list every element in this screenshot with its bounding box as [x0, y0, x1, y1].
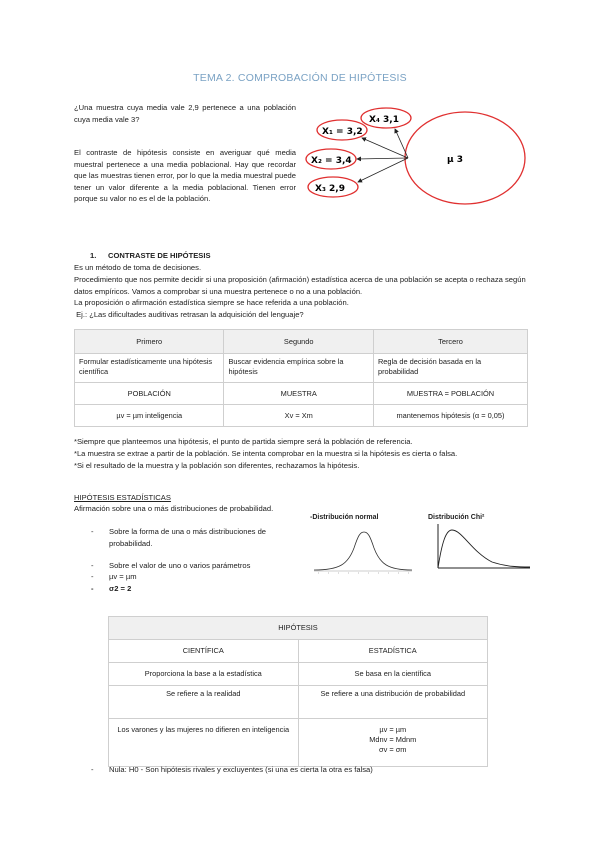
table-cell: Los varones y las mujeres no difieren en inteligencia — [109, 719, 299, 767]
hipotesis-heading: HIPÓTESIS ESTADÍSTICAS — [74, 493, 171, 502]
section-line: La proposición o afirmación estadística siempre se hace referida a una población. — [74, 298, 349, 308]
nula-text: Nula: H0 - Son hipótesis rivales y excluyentes (si una es cierta la otra es falsa) — [109, 765, 373, 774]
table-cell: Formular estadísticamente una hipótesis científica — [75, 354, 224, 383]
table-cell: MUESTRA — [224, 383, 373, 405]
sample-population-diagram — [300, 100, 530, 210]
notes — [74, 436, 534, 471]
arrow-4 — [395, 129, 408, 158]
arrow-3 — [358, 158, 408, 182]
arrow-2 — [357, 158, 408, 159]
table-title: HIPÓTESIS — [109, 617, 488, 640]
table-cell: POBLACIÓN — [75, 383, 224, 405]
table-cell: µv = µm Mdnv = Mdnm σv = σm — [298, 719, 488, 767]
sample-label-4: X₄ 3,1 — [369, 115, 399, 125]
section-heading: CONTRASTE DE HIPÓTESIS — [108, 251, 211, 260]
table-cell: MUESTRA = POBLACIÓN — [373, 383, 527, 405]
bullet-item: - Sobre el valor de uno o varios parámetros — [91, 560, 251, 570]
section-body — [74, 262, 530, 321]
table-header: ESTADÍSTICA — [298, 640, 488, 663]
table-cell: Se refiere a la realidad — [109, 686, 299, 719]
section-line: Ej.: ¿Las dificultades auditivas retrasan la adquisición del lenguaje? — [74, 310, 304, 320]
population-ellipse — [405, 112, 525, 204]
bullet-item: - Sobre la forma de una o más distribuciones de probabilidad. — [91, 527, 267, 548]
table-header: Segundo — [224, 330, 373, 354]
sample-label-2: X₂ = 3,4 — [311, 156, 352, 166]
nula-bullet: - Nula: H0 - Son hipótesis rivales y excluyentes (si una es cierta la otra es falsa) — [91, 765, 373, 774]
section-line: Es un método de toma de decisiones. — [74, 263, 202, 272]
intro-question: ¿Una muestra cuya media vale 2,9 pertenece a una población cuya media vale 3? — [74, 103, 296, 124]
chi-curve — [438, 530, 530, 568]
normal-distribution-chart — [310, 524, 414, 580]
chi-square-chart — [432, 522, 532, 572]
hipotesis-bullets — [91, 526, 301, 595]
page-title: TEMA 2. COMPROBACIÓN DE HIPÓTESIS — [193, 72, 407, 84]
steps-table — [74, 329, 528, 427]
section-number: 1. — [90, 251, 97, 260]
table-cell: Se basa en la científica — [298, 663, 488, 686]
hipotesis-definition: Afirmación sobre una o más distribuciones de probabilidad. — [74, 504, 274, 513]
table-cell: Xv = Xm — [224, 405, 373, 427]
table-cell: Proporciona la base a la estadística — [109, 663, 299, 686]
population-label: µ 3 — [447, 155, 464, 165]
note-line: *Si el resultado de la muestra y la población son diferentes, rechazamos la hipótesis. — [74, 460, 360, 470]
table-header: CIENTÍFICA — [109, 640, 299, 663]
note-line: *Siempre que planteemos una hipótesis, el punto de partida siempre será la población de referencia. — [74, 437, 413, 446]
table-header: Primero — [75, 330, 224, 354]
normal-chart-title: -Distribución normal — [310, 514, 379, 521]
table-cell: mantenemos hipótesis (α = 0,05) — [373, 405, 527, 427]
section-line: Procedimiento que nos permite decidir si una proposición (afirmación) estadística acerca de una población se acepta o rechaza según datos empíricos. Vamos a comprobar si una muestra pertenece o no a una población. — [74, 274, 526, 296]
sample-label-3: X₃ 2,9 — [315, 184, 345, 194]
table-cell: Se refiere a una distribución de probabilidad — [298, 686, 488, 719]
table-cell: Regla de decisión basada en la probabilidad — [373, 354, 527, 383]
normal-curve — [314, 532, 412, 570]
bullet-item: - µv = µm — [91, 572, 137, 582]
arrow-1 — [362, 138, 408, 158]
note-line: *La muestra se extrae a partir de la población. Se intenta comprobar en la muestra si la hipótesis es cierta o falsa. — [74, 448, 458, 458]
table-cell: µv = µm inteligencia — [75, 405, 224, 427]
bullet-item: - σ2 = 2 — [91, 584, 132, 594]
intro-definition: El contraste de hipótesis consiste en averiguar qué media muestral pertenece a una media poblacional. Hay que recordar que las muestras tienen error, por lo que la media muestral puede tener un valor diferente a la media poblacional. Tienen error porque su valor no es el de la población. — [74, 148, 296, 203]
table-header: Tercero — [373, 330, 527, 354]
table-cell: Buscar evidencia empírica sobre la hipótesis — [224, 354, 373, 383]
chi-chart-title: Distribución Chi² — [428, 514, 485, 521]
hipotesis-table — [108, 616, 488, 767]
sample-label-1: X₁ = 3,2 — [322, 127, 363, 137]
